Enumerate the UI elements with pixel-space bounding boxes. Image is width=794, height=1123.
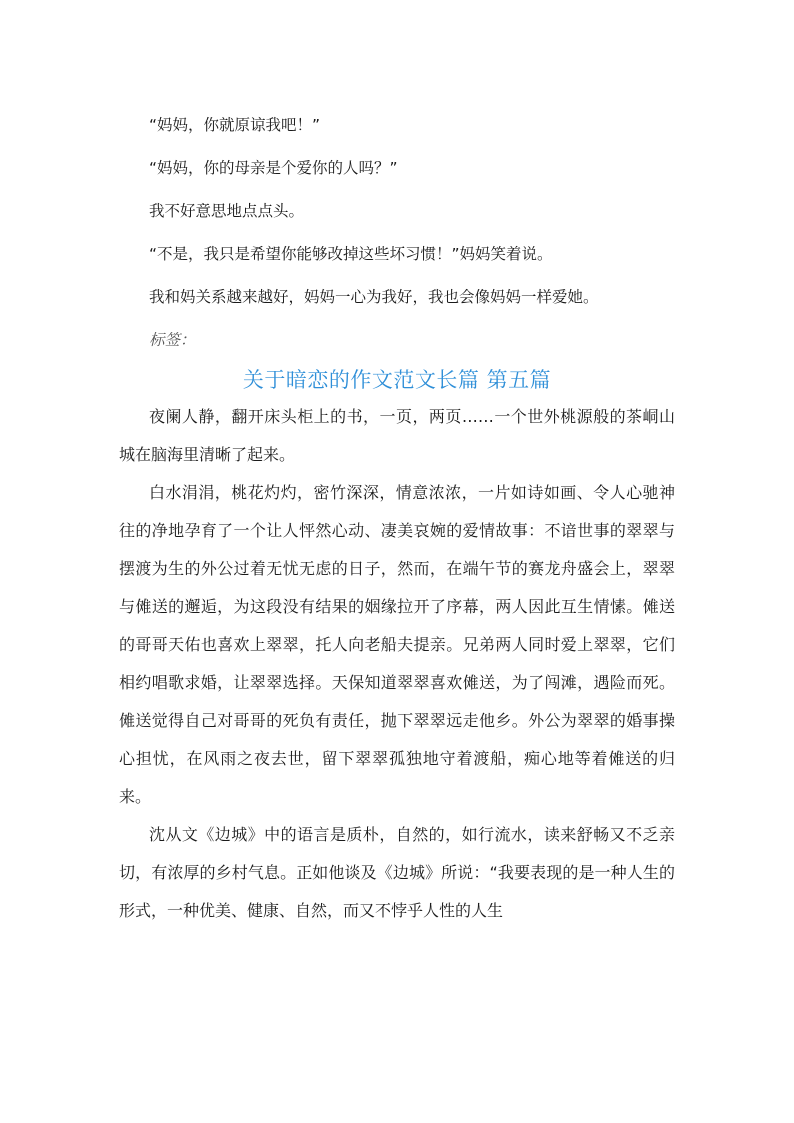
tags-label: 标签： bbox=[149, 331, 196, 349]
article-paragraph: 夜阑人静，翻开床头柜上的书，一页，两页……一个世外桃源般的茶峒山城在脑海里清晰了起来。 bbox=[119, 407, 675, 464]
narration-line: 我和妈关系越来越好，妈妈一心为我好，我也会像妈妈一样爱她。 bbox=[149, 288, 599, 306]
article-paragraph: 沈从文《边城》中的语言是质朴，自然的，如行流水，读来舒畅又不乏亲切，有浓厚的乡村气息。正如他谈及《边城》所说：“我要表现的是一种人生的形式，一种优美、健康、自然，而又不悖乎人性的人生 bbox=[119, 825, 675, 920]
article-body bbox=[119, 398, 675, 930]
dialogue-line: “妈妈，你的母亲是个爱你的人吗？” bbox=[149, 159, 398, 177]
section-title: 关于暗恋的作文范文长篇 第五篇 bbox=[242, 368, 552, 392]
narration-line: 我不好意思地点点头。 bbox=[149, 202, 305, 220]
page-content bbox=[119, 104, 675, 930]
intro-section bbox=[119, 104, 675, 362]
article-paragraph: 白水涓涓，桃花灼灼，密竹深深，情意浓浓，一片如诗如画、令人心驰神往的净地孕育了一个让人怦然心动、凄美哀婉的爱情故事：不谙世事的翠翠与摆渡为生的外公过着无忧无虑的日子，然而，在端午节的赛龙舟盛会上，翠翠与傩送的邂逅，为这段没有结果的姻缘拉开了序幕，两人因此互生情愫。傩送的哥哥天佑也喜欢上翠翠，托人向老船夫提亲。兄弟两人同时爱上翠翠，它们相约唱歌求婚，让翠翠选择。天保知道翠翠喜欢傩送，为了闯滩，遇险而死。傩送觉得自己对哥哥的死负有责任，抛下翠翠远走他乡。外公为翠翠的婚事操心担忧，在风雨之夜去世，留下翠翠孤独地守着渡船，痴心地等着傩送的归来。 bbox=[119, 483, 675, 806]
dialogue-line: “不是，我只是希望你能够改掉这些坏习惯！”妈妈笑着说。 bbox=[149, 245, 553, 263]
dialogue-line: “妈妈，你就原谅我吧！” bbox=[149, 116, 321, 134]
